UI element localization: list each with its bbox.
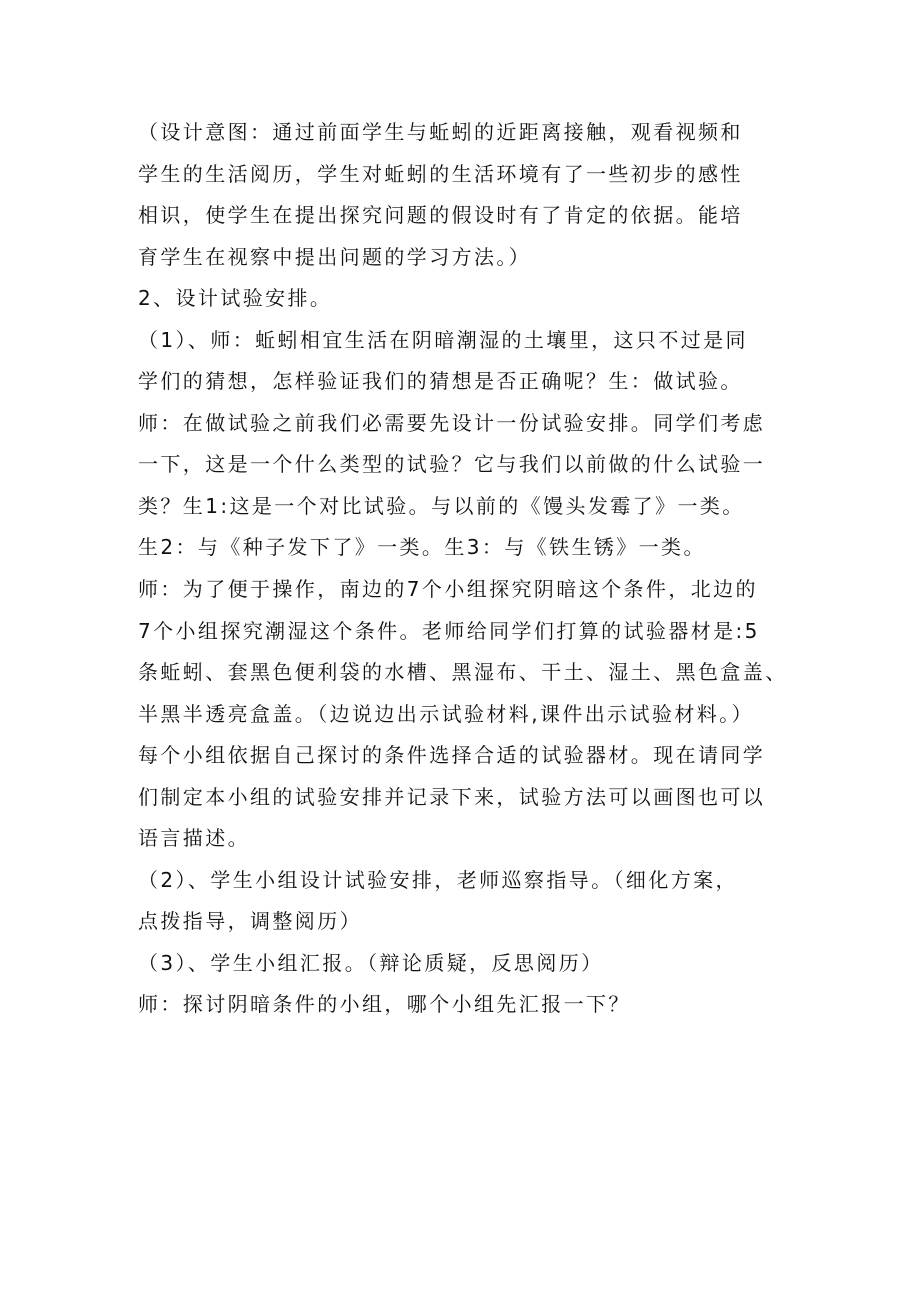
text-line: 学们的猜想，怎样验证我们的猜想是否正确呢？生：做试验。 [138,369,743,394]
text-line: 点拨指导，调整阅历） [138,909,362,934]
text-line: （设计意图：通过前面学生与蚯蚓的近距离接触，观看视频和 [138,120,743,144]
text-line: （1）、师：蚯蚓相宜生活在阴暗潮湿的土壤里，这只不过是同 [138,327,748,352]
text-line: 语言描述。 [138,826,250,851]
document-body [138,112,802,1026]
text-line: 育学生在视察中提出问题的学习方法。） [138,244,532,269]
text-line: （3）、学生小组汇报。（辩论质疑，反思阅历） [138,950,604,975]
text-line: 学生的生活阅历，学生对蚯蚓的生活环境有了一些初步的感性 [138,161,743,186]
text-line: 们制定本小组的试验安排并记录下来，试验方法可以画图也可以 [138,784,766,809]
text-line: 类？生1:这是一个对比试验。与以前的《馒头发霉了》一类。 [138,493,745,518]
text-line: 每个小组依据自己探讨的条件选择合适的试验器材。现在请同学 [138,743,766,768]
text-line: 条蚯蚓、套黑色便利袋的水槽、黑湿布、干土、湿土、黑色盒盖、 [138,660,788,685]
text-line: 半黑半透亮盒盖。（边说边出示试验材料,课件出示试验材料。） [138,701,754,726]
text-line: 相识，使学生在提出探究问题的假设时有了肯定的依据。能培 [138,203,743,228]
text-line: 生2：与《种子发下了》一类。生3：与《铁生锈》一类。 [138,535,706,560]
section-heading: 2、设计试验安排。 [138,286,333,311]
text-line: 一下，这是一个什么类型的试验？它与我们以前做的什么试验一 [138,452,766,477]
text-line: 师：在做试验之前我们必需要先设计一份试验安排。同学们考虑 [138,410,766,435]
text-line: （2）、学生小组设计试验安排，老师巡察指导。（细化方案， [138,867,738,892]
text-line: 师：探讨阴暗条件的小组，哪个小组先汇报一下？ [138,992,631,1017]
text-line: 7个小组探究潮湿这个条件。老师给同学们打算的试验器材是:5 [138,618,760,643]
text-line: 师：为了便于操作，南边的7个小组探究阴暗这个条件，北边的 [138,577,758,602]
